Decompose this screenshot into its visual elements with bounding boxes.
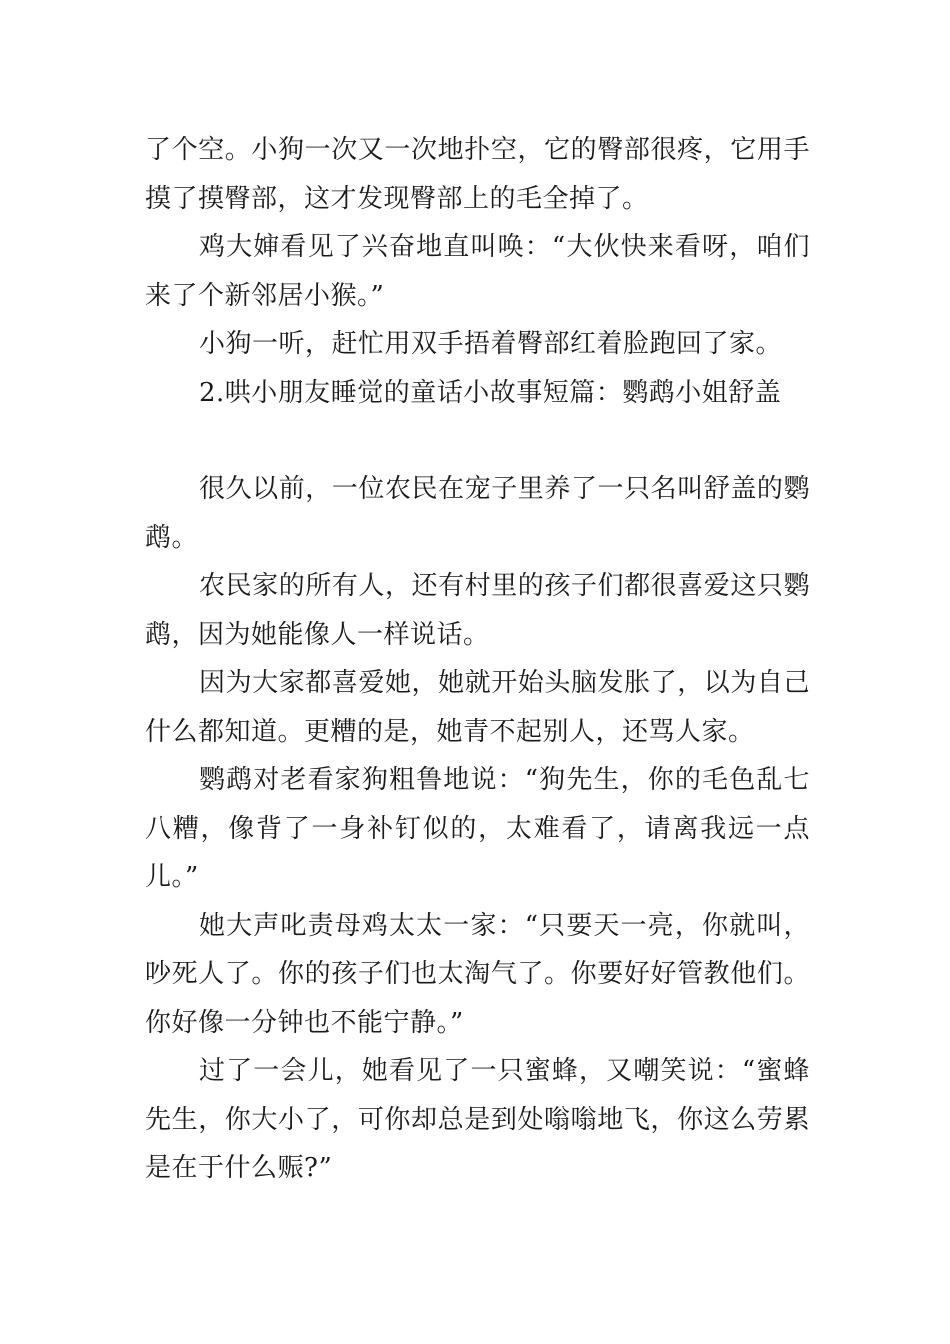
paragraph-3: 小狗一听，赶忙用双手捂着臀部红着脸跑回了家。 [199,329,783,359]
document-body [145,126,810,1193]
paragraph-9: 过了一会儿，她看见了一只蜜蜂，又嘲笑说：“蜜蜂先生，你大小了，可你却总是到处嗡嗡地飞，你这么劳累是在于什么赈?” [145,1056,810,1183]
paragraph-7: 鹦鹉对老看家狗粗鲁地说：“狗先生，你的毛色乱七八糟，像背了一身补钉似的，太难看了，请离我远一点儿。” [145,765,810,892]
paragraph-8: 她大声叱责母鸡太太一家：“只要天一亮，你就叫，吵死人了。你的孩子们也太淘气了。你要好好管教他们。你好像一分钟也不能宁静。” [145,910,810,1038]
paragraph-1: 了个空。小狗一次又一次地扑空，它的臀部很疼，它用手摸了摸臀部，这才发现臀部上的毛全掉了。 [145,135,810,214]
section-heading: 2.哄小朋友睡觉的童话小故事短篇：鹦鹉小姐舒盖 [199,377,782,408]
paragraph-4: 很久以前，一位农民在宠子里养了一只名叫舒盖的鹦鹉。 [145,474,810,553]
section-spacer [145,417,810,465]
paragraph-5: 农民家的所有人，还有村里的孩子们都很喜爱这只鹦鹉，因为她能像人一样说话。 [145,571,810,650]
paragraph-2: 鸡大婶看见了兴奋地直叫唤：“大伙快来看呀，咱们来了个新邻居小猴。” [145,232,810,311]
paragraph-6: 因为大家都喜爱她，她就开始头脑发胀了，以为自己什么都知道。更糟的是，她青不起别人，还骂人家。 [145,668,810,747]
